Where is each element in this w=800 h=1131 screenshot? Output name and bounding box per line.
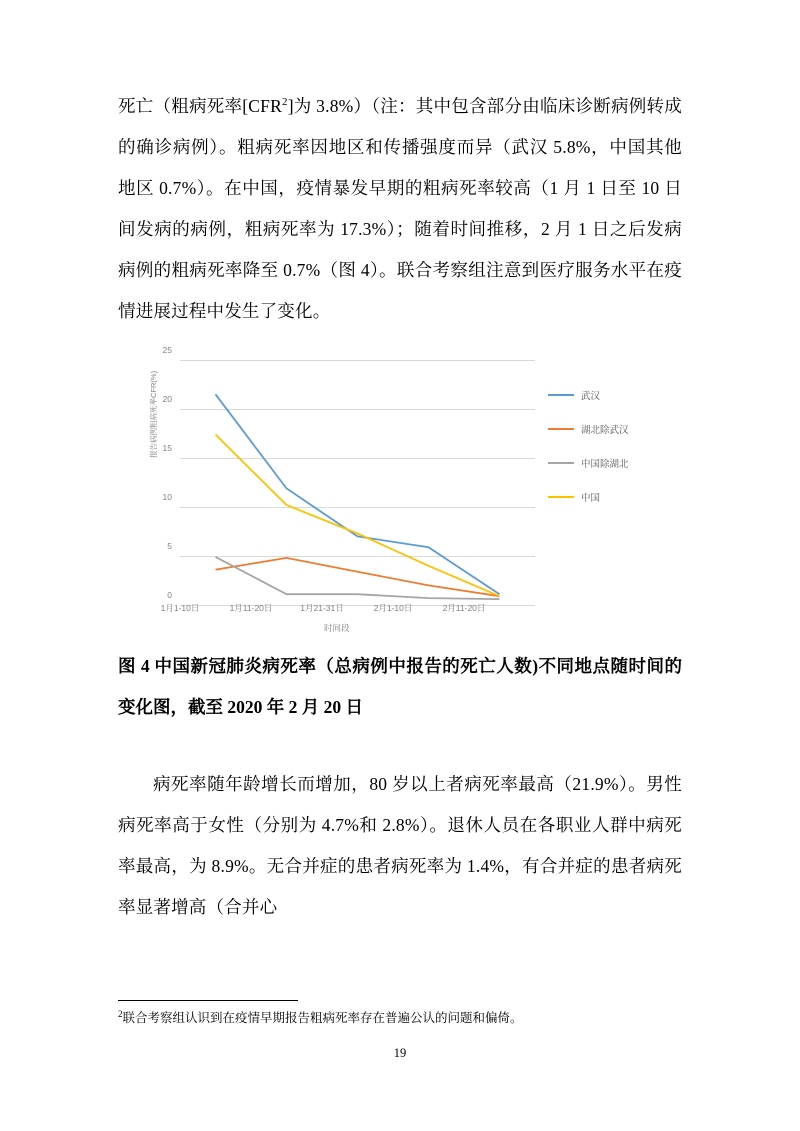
x-tick-3: 2月1-10日 — [373, 603, 413, 613]
legend-label-china-ex-hubei: 中国除湖北 — [581, 459, 629, 470]
series-line-wuhan — [216, 394, 500, 594]
y-tick-0: 0 — [167, 590, 172, 600]
figure-caption: 图 4 中国新冠肺炎病死率（总病例中报告的死亡人数)不同地点随时间的变化图，截至 2020 年 2 月 20 日 — [118, 656, 682, 717]
chart-series-svg — [180, 360, 535, 605]
legend-swatch-china-ex-hubei — [548, 462, 574, 464]
legend-item-china-ex-hubei — [548, 446, 683, 480]
legend-label-wuhan: 武汉 — [581, 391, 601, 402]
legend-item-wuhan — [548, 378, 683, 412]
legend-swatch-hubei-ex-wuhan — [548, 428, 574, 430]
plot-area — [180, 360, 535, 605]
paragraph-2: 病死率随年龄增长而增加，80 岁以上者病死率最高（21.9%）。男性病死率高于女性（分别为 4.7%和 2.8%）。退休人员在各职业人群中病死率最高，为 8.9%。无合并症的患者病死率为 1.4%，有合并症的患者病死率显著增高（合并心 — [118, 774, 682, 917]
footnote-text: 联合考察组认识到在疫情早期报告粗病死率存在普遍公认的问题和偏倚。 — [122, 1011, 523, 1025]
legend-item-china — [548, 480, 683, 514]
x-tick-1: 1月11-20日 — [229, 603, 273, 613]
y-tick-15: 15 — [162, 443, 172, 453]
paragraph-1-before-superscript: 死亡（粗病死率[CFR — [118, 96, 282, 116]
y-axis-title: 报告病例粗病死率CFR(%) — [149, 370, 158, 458]
paragraph-1 — [118, 86, 682, 332]
page-number: 19 — [393, 1046, 407, 1060]
y-tick-10: 10 — [162, 492, 172, 502]
footnote-divider — [118, 1000, 298, 1001]
y-tick-20: 20 — [162, 394, 172, 404]
line-chart — [128, 345, 688, 635]
figure-4 — [128, 345, 698, 640]
legend-label-hubei-ex-wuhan: 湖北除武汉 — [581, 425, 629, 436]
footnote — [118, 1007, 688, 1029]
y-tick-25: 25 — [162, 345, 172, 355]
x-axis-title: 时间段 — [324, 623, 350, 633]
footnote-marker: 2 — [118, 1008, 123, 1019]
legend-swatch-china — [548, 496, 574, 498]
x-tick-0: 1月1-10日 — [160, 603, 200, 613]
chart-legend — [548, 378, 683, 514]
x-tick-4: 2月11-20日 — [442, 603, 486, 613]
legend-label-china: 中国 — [581, 493, 601, 504]
x-tick-2: 1月21-31日 — [300, 603, 344, 613]
paragraph-1-after-superscript: ]为 3.8%）（注：其中包含部分由临床诊断病例转成的确诊病例）。粗病死率因地区和传播强度而异（武汉 5.8%，中国其他地区 0.7%）。在中国，疫情暴发早期的粗病死率较高（1 月 1 日至 10 日间发病的病例，粗病死率为 17.3%）；随着时间推移，2 月 1 日之后发病病例的粗病死率降至 0.7%（图 4）。联合考察组注意到医疗服务水平在疫情进展过程中发生了变化。 — [118, 96, 683, 321]
legend-item-hubei-ex-wuhan — [548, 412, 683, 446]
legend-swatch-wuhan — [548, 394, 574, 396]
footnote-superscript-marker: 2 — [282, 96, 288, 109]
y-tick-5: 5 — [167, 541, 172, 551]
